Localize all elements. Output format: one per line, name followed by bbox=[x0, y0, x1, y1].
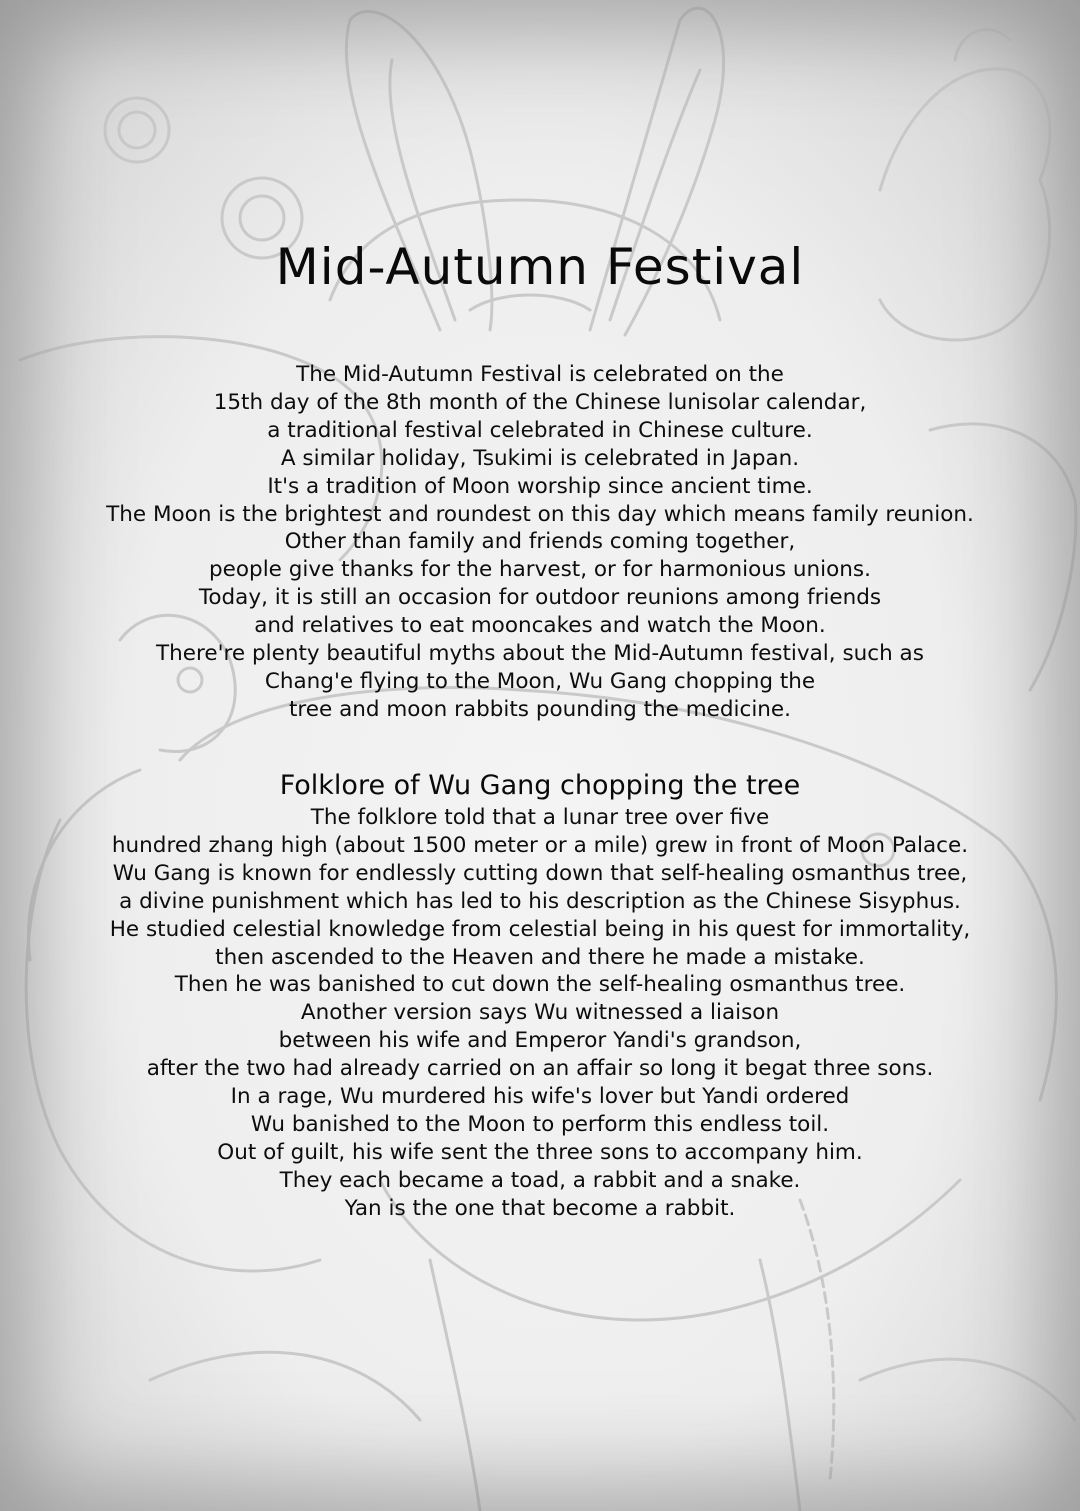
folklore-line: Yan is the one that become a rabbit. bbox=[344, 1195, 736, 1221]
folklore-line: Wu Gang is known for endlessly cutting down that self-healing osmanthus tree, bbox=[112, 860, 968, 886]
rope bbox=[800, 1200, 834, 1480]
folklore-line: between his wife and Emperor Yandi's grandson, bbox=[278, 1028, 802, 1054]
intro-line: The Mid-Autumn Festival is celebrated on the bbox=[296, 362, 784, 387]
folklore-line: Out of guilt, his wife sent the three sons to accompany him. bbox=[217, 1139, 863, 1165]
folklore-line: a divine punishment which has led to his description as the Chinese Sisyphus. bbox=[119, 888, 961, 914]
folklore-line: Wu banished to the Moon to perform this endless toil. bbox=[250, 1111, 830, 1137]
intro-paragraph bbox=[60, 361, 1020, 724]
mooncake-1 bbox=[105, 98, 169, 162]
raised-hand bbox=[880, 69, 1050, 340]
intro-line: A similar holiday, Tsukimi is celebrated in Japan. bbox=[280, 445, 800, 471]
folklore-line: Then he was banished to cut down the self-healing osmanthus tree. bbox=[174, 972, 906, 998]
intro-line: tree and moon rabbits pounding the medicine. bbox=[288, 696, 791, 722]
folklore-line: hundred zhang high (about 1500 meter or a mile) grew in front of Moon Palace. bbox=[111, 832, 969, 858]
folklore-line: In a rage, Wu murdered his wife's lover but Yandi ordered bbox=[230, 1084, 850, 1110]
intro-line: a traditional festival celebrated in Chinese culture. bbox=[267, 417, 813, 443]
intro-line: Today, it is still an occasion for outdoor reunions among friends bbox=[198, 585, 882, 611]
folklore-heading: Folklore of Wu Gang chopping the tree bbox=[279, 770, 801, 801]
intro-line: It's a tradition of Moon worship since ancient time. bbox=[267, 473, 813, 499]
folklore-line: They each became a toad, a rabbit and a snake. bbox=[279, 1167, 801, 1193]
folklore-line: Another version says Wu witnessed a liaison bbox=[300, 1000, 780, 1026]
intro-line: Chang'e flying to the Moon, Wu Gang chopping the bbox=[264, 668, 816, 694]
folklore-line: The folklore told that a lunar tree over five bbox=[310, 805, 770, 830]
intro-line: and relatives to eat mooncakes and watch the Moon. bbox=[254, 613, 826, 639]
page-title: Mid-Autumn Festival bbox=[275, 238, 805, 296]
folklore-line: He studied celestial knowledge from celestial being in his quest for immortality, bbox=[109, 916, 971, 942]
intro-line: There're plenty beautiful myths about the Mid-Autumn festival, such as bbox=[156, 641, 924, 667]
intro-line: people give thanks for the harvest, or for harmonious unions. bbox=[209, 557, 871, 583]
folklore-line: then ascended to the Heaven and there he made a mistake. bbox=[215, 944, 865, 970]
folklore-line: after the two had already carried on an affair so long it begat three sons. bbox=[146, 1056, 934, 1082]
folklore-paragraph bbox=[60, 804, 1020, 1223]
intro-line: 15th day of the 8th month of the Chinese lunisolar calendar, bbox=[213, 389, 867, 415]
intro-line: Other than family and friends coming together, bbox=[284, 529, 796, 555]
intro-line: The Moon is the brightest and roundest on this day which means family reunion. bbox=[106, 501, 974, 527]
